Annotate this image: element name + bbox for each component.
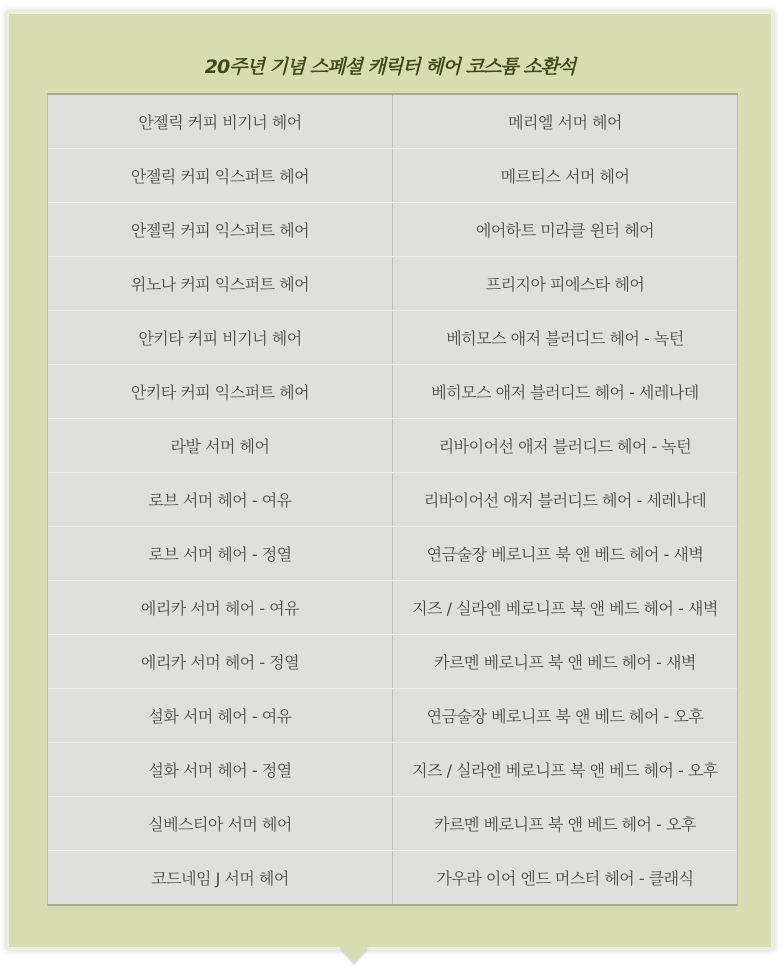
table-row bbox=[48, 149, 737, 203]
table-cell-right: 지즈 / 실라엔 베로니프 북 앤 베드 헤어 - 새벽 bbox=[412, 599, 718, 618]
table-cell-right: 메르티스 서머 헤어 bbox=[500, 167, 630, 186]
table-row bbox=[48, 95, 737, 149]
table-row bbox=[48, 257, 737, 311]
table-cell-left: 에리카 서머 헤어 - 정열 bbox=[48, 635, 393, 688]
table-cell-left: 로브 서머 헤어 - 여유 bbox=[48, 473, 393, 526]
panel-title: 20주년 기념 스페셜 캐릭터 헤어 코스튬 소환석 bbox=[204, 56, 576, 78]
table-cell-right: 연금술장 베로니프 북 앤 베드 헤어 - 새벽 bbox=[426, 545, 704, 564]
table-cell-left: 위노나 커피 익스퍼트 헤어 bbox=[48, 257, 393, 310]
table-cell-right: 베히모스 애저 블러디드 헤어 - 세레나데 bbox=[431, 383, 699, 402]
table-row bbox=[48, 743, 737, 797]
table-cell-right: 카르멘 베로니프 북 앤 베드 헤어 - 새벽 bbox=[434, 653, 696, 672]
table-cell-left: 안키타 커피 비기너 헤어 bbox=[48, 311, 393, 364]
table-cell-right: 에어하트 미라클 윈터 헤어 bbox=[475, 221, 655, 240]
table-cell-right: 연금술장 베로니프 북 앤 베드 헤어 - 오후 bbox=[426, 707, 704, 726]
costume-panel bbox=[6, 11, 774, 950]
costume-table bbox=[47, 93, 738, 906]
table-row bbox=[48, 419, 737, 473]
table-cell-left: 에리카 서머 헤어 - 여유 bbox=[48, 581, 393, 634]
table-row bbox=[48, 851, 737, 904]
table-row bbox=[48, 473, 737, 527]
table-row bbox=[48, 689, 737, 743]
table-row bbox=[48, 581, 737, 635]
table-cell-right: 베히모스 애저 블러디드 헤어 - 녹턴 bbox=[446, 329, 684, 348]
table-row bbox=[48, 797, 737, 851]
table-cell-left: 라발 서머 헤어 bbox=[48, 419, 393, 472]
table-cell-left: 로브 서머 헤어 - 정열 bbox=[48, 527, 393, 580]
table-row bbox=[48, 635, 737, 689]
table-row bbox=[48, 203, 737, 257]
panel-pointer-arrow bbox=[340, 947, 368, 963]
table-cell-left: 안젤릭 커피 비기너 헤어 bbox=[48, 95, 393, 148]
table-cell-right: 리바이어선 애저 블러디드 헤어 - 녹턴 bbox=[438, 437, 692, 456]
table-cell-left: 코드네임 J 서머 헤어 bbox=[48, 851, 393, 904]
table-row bbox=[48, 365, 737, 419]
table-cell-left: 실베스티아 서머 헤어 bbox=[48, 797, 393, 850]
table-cell-left: 안젤릭 커피 익스퍼트 헤어 bbox=[48, 149, 393, 202]
table-cell-left: 안젤릭 커피 익스퍼트 헤어 bbox=[48, 203, 393, 256]
table-cell-right: 리바이어선 애저 블러디드 헤어 - 세레나데 bbox=[423, 491, 707, 510]
table-cell-right: 지즈 / 실라엔 베로니프 북 앤 베드 헤어 - 오후 bbox=[412, 761, 718, 780]
table-row bbox=[48, 527, 737, 581]
table-cell-right: 프리지아 피에스타 헤어 bbox=[485, 275, 645, 294]
table-cell-left: 설화 서머 헤어 - 여유 bbox=[48, 689, 393, 742]
table-cell-left: 안키타 커피 익스퍼트 헤어 bbox=[48, 365, 393, 418]
table-cell-right: 카르멘 베로니프 북 앤 베드 헤어 - 오후 bbox=[434, 815, 696, 834]
table-cell-left: 설화 서머 헤어 - 정열 bbox=[48, 743, 393, 796]
table-cell-right: 가우라 이어 엔드 머스터 헤어 - 클래식 bbox=[436, 869, 694, 888]
table-row bbox=[48, 311, 737, 365]
table-cell-right: 메리엘 서머 헤어 bbox=[508, 113, 622, 132]
